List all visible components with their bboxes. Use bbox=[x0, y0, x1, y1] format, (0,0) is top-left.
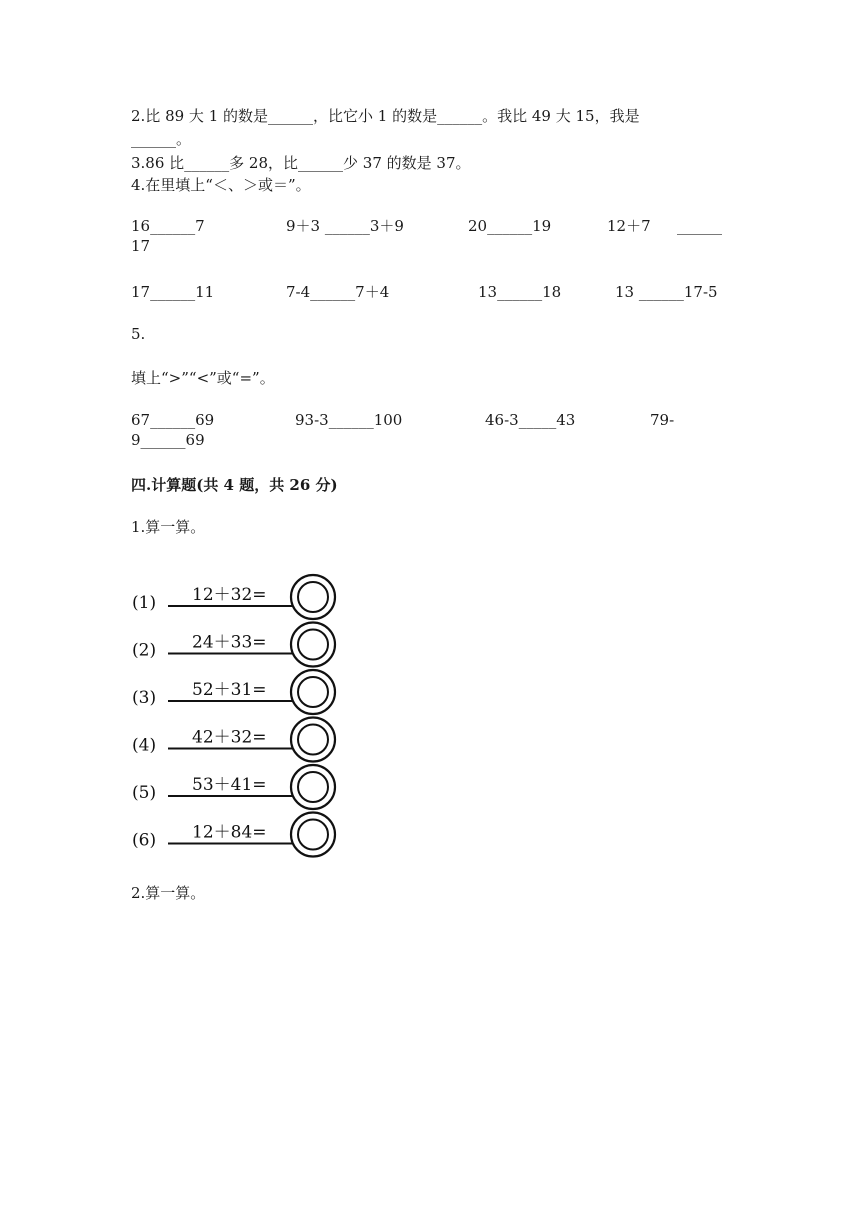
calc-item-number: (1) bbox=[132, 593, 157, 613]
q5-instruction: 填上“>”“<”或“=”。 bbox=[131, 369, 275, 387]
q5-item3: 46-3_____43 bbox=[485, 411, 576, 429]
calc-item-expression: 12＋84= bbox=[192, 822, 267, 843]
calc-item-number: (4) bbox=[132, 735, 157, 756]
q5-number: 5. bbox=[131, 325, 146, 343]
q2-line1: 2.比 89 大 1 的数是______，比它小 1 的数是______。我比 49 大 15，我是 bbox=[131, 107, 640, 125]
calc-item-expression: 52＋31= bbox=[192, 680, 267, 700]
calc-item-expression: 42＋32= bbox=[192, 727, 267, 748]
q4-row2-item2: 7-4______7＋4 bbox=[286, 283, 390, 301]
calc1-label: 1.算一算。 bbox=[131, 518, 206, 536]
q4-row1-item2: 9＋3 ______3＋9 bbox=[286, 217, 404, 235]
q5-item2: 93-3______100 bbox=[295, 411, 403, 429]
calc-item-number: (6) bbox=[132, 830, 157, 851]
q4-text: 4.在里填上“＜、＞或＝”。 bbox=[131, 176, 311, 194]
calc-item bbox=[132, 718, 335, 762]
q4-row1-item1: 16______7 bbox=[131, 217, 205, 235]
q4-row1-blank: ______ bbox=[677, 217, 722, 235]
q4-row2-item4: 13 ______17-5 bbox=[615, 283, 718, 301]
calc-item-expression: 53＋41= bbox=[192, 775, 267, 795]
calc2-label: 2.算一算。 bbox=[131, 884, 206, 902]
calc-item bbox=[132, 670, 335, 714]
q4-row1-item4: 12＋7 bbox=[607, 217, 651, 235]
calc-figure bbox=[128, 566, 348, 866]
q4-row2-item1: 17______11 bbox=[131, 283, 215, 301]
q4-row2 bbox=[131, 282, 731, 322]
q4-row1 bbox=[131, 216, 731, 256]
q4-row1-wrap: 17 bbox=[131, 237, 151, 255]
calc-item-expression: 24＋33= bbox=[192, 632, 267, 653]
q5-item1: 67______69 bbox=[131, 411, 215, 429]
q4-row2-item3: 13______18 bbox=[478, 283, 562, 301]
section-title: 四.计算题(共 4 题，共 26 分) bbox=[131, 476, 338, 494]
calc-item-number: (2) bbox=[132, 640, 157, 661]
calc-item bbox=[132, 575, 335, 619]
q5-item4: 79- bbox=[650, 411, 675, 429]
q3-text: 3.86 比______多 28，比______少 37 的数是 37。 bbox=[131, 154, 471, 172]
calc-item-number: (5) bbox=[132, 783, 157, 803]
calc-item-expression: 12＋32= bbox=[192, 585, 267, 605]
q2-line2: ______。 bbox=[131, 130, 192, 148]
q5-row bbox=[131, 410, 731, 450]
q5-item4-wrap: 9______69 bbox=[131, 431, 205, 449]
q4-row1-item3: 20______19 bbox=[468, 217, 552, 235]
calc-item bbox=[132, 765, 335, 809]
calc-item bbox=[132, 623, 335, 667]
calc-item-number: (3) bbox=[132, 688, 157, 708]
calc-item bbox=[132, 813, 335, 857]
